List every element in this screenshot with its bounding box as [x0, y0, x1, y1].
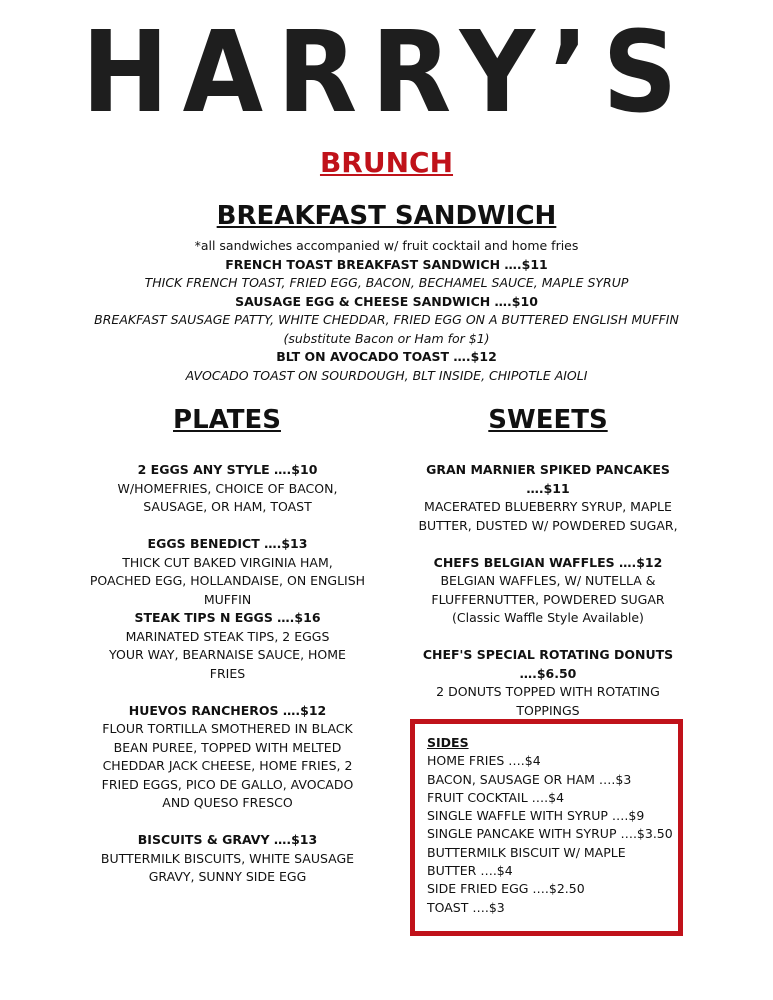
sides-list	[427, 734, 673, 917]
sides-box	[410, 719, 683, 936]
menu-item-name: BLT ON AVOCADO TOAST ….$12	[276, 349, 497, 364]
menu-item-name: FRENCH TOAST BREAKFAST SANDWICH ….$11	[225, 256, 548, 272]
menu-item-desc: GRAVY, SUNNY SIDE EGG	[148, 869, 307, 884]
sides-item: SIDE FRIED EGG ….$2.50	[427, 881, 585, 897]
menu-item-name: HUEVOS RANCHEROS ….$12	[128, 702, 327, 718]
menu-item-desc: YOUR WAY, BEARNAISE SAUCE, HOME	[109, 647, 346, 662]
brunch-heading: BRUNCH	[319, 146, 454, 179]
menu-item-desc: THICK CUT BAKED VIRGINIA HAM,	[122, 554, 333, 570]
menu-item-name: 2 EGGS ANY STYLE ….$10	[137, 462, 318, 477]
sides-item: BACON, SAUSAGE OR HAM ….$3	[427, 771, 632, 787]
menu-item-name: BISCUITS & GRAVY ….$13	[137, 832, 318, 847]
menu-item-desc: BUTTERMILK BISCUITS, WHITE SAUSAGE	[100, 850, 355, 866]
sweets-column	[403, 461, 693, 720]
sandwich-note: *all sandwiches accompanied w/ fruit cocktail and home fries	[194, 238, 579, 253]
menu-item-desc: THICK FRENCH TOAST, FRIED EGG, BACON, BECHAMEL SAUCE, MAPLE SYRUP	[144, 275, 629, 290]
menu-item-desc: FRIES	[209, 665, 246, 681]
sides-item: SINGLE PANCAKE WITH SYRUP ….$3.50	[427, 826, 673, 842]
menu-item-desc: BUTTER, DUSTED W/ POWDERED SUGAR,	[418, 517, 678, 533]
sides-heading: SIDES	[427, 735, 469, 750]
menu-item-price: ….$6.50	[519, 665, 577, 681]
menu-item-name: GRAN MARNIER SPIKED PANCAKES ….$11	[426, 462, 670, 496]
menu-item-desc: W/HOMEFRIES, CHOICE OF BACON,	[117, 480, 338, 496]
menu-item-desc: FLUFFERNUTTER, POWDERED SUGAR	[431, 591, 665, 607]
sweets-heading: SWEETS	[488, 405, 608, 435]
menu-item-name: SAUSAGE EGG & CHEESE SANDWICH ….$10	[235, 293, 538, 309]
menu-item-desc: BEAN PUREE, TOPPED WITH MELTED	[113, 739, 342, 755]
sides-item: BUTTERMILK BISCUIT W/ MAPLE	[427, 844, 626, 860]
menu-item-desc: (Classic Waffle Style Available)	[452, 610, 644, 625]
menu-item-name: EGGS BENEDICT ….$13	[147, 536, 308, 551]
menu-item-name: CHEFS BELGIAN WAFFLES ….$12	[433, 554, 663, 570]
menu-item-desc: AVOCADO TOAST ON SOURDOUGH, BLT INSIDE, CHIPOTLE AIOLI	[185, 367, 588, 383]
menu-item-desc: BELGIAN WAFFLES, W/ NUTELLA &	[440, 573, 656, 588]
breakfast-sandwich-section	[0, 237, 773, 385]
menu-item-desc: SAUSAGE, OR HAM, TOAST	[143, 499, 312, 514]
sides-item: BUTTER ….$4	[427, 863, 513, 879]
menu-item-desc: CHEDDAR JACK CHEESE, HOME FRIES, 2	[102, 758, 353, 773]
menu-item-desc: 2 DONUTS TOPPED WITH ROTATING	[436, 684, 660, 699]
menu-item-desc: (substitute Bacon or Ham for $1)	[283, 330, 490, 346]
menu-item-name: STEAK TIPS N EGGS ….$16	[134, 610, 321, 625]
menu-item-desc: TOPPINGS	[516, 702, 580, 718]
menu-item-name: CHEF'S SPECIAL ROTATING DONUTS	[422, 647, 674, 662]
menu-item-desc: BREAKFAST SAUSAGE PATTY, WHITE CHEDDAR, FRIED EGG ON A BUTTERED ENGLISH MUFFIN	[94, 312, 679, 327]
harrys-logo: HARRY’S	[81, 6, 692, 138]
plates-heading: PLATES	[173, 405, 281, 435]
plates-column	[85, 461, 370, 887]
breakfast-sandwich-heading: BREAKFAST SANDWICH	[216, 201, 557, 231]
menu-item-desc: POACHED EGG, HOLLANDAISE, ON ENGLISH	[89, 573, 366, 588]
menu-item-desc: MUFFIN	[203, 591, 252, 607]
menu-item-desc: FLOUR TORTILLA SMOTHERED IN BLACK	[102, 721, 353, 736]
menu-item-desc: MARINATED STEAK TIPS, 2 EGGS	[125, 628, 330, 644]
sides-item: FRUIT COCKTAIL ….$4	[427, 789, 565, 805]
sides-item: TOAST ….$3	[427, 899, 505, 915]
sides-item: SINGLE WAFFLE WITH SYRUP ….$9	[427, 808, 645, 824]
menu-item-desc: FRIED EGGS, PICO DE GALLO, AVOCADO	[101, 776, 354, 792]
menu-item-desc: AND QUESO FRESCO	[162, 795, 293, 810]
menu-item-desc: MACERATED BLUEBERRY SYRUP, MAPLE	[424, 499, 672, 514]
sides-item: HOME FRIES ….$4	[427, 753, 541, 769]
